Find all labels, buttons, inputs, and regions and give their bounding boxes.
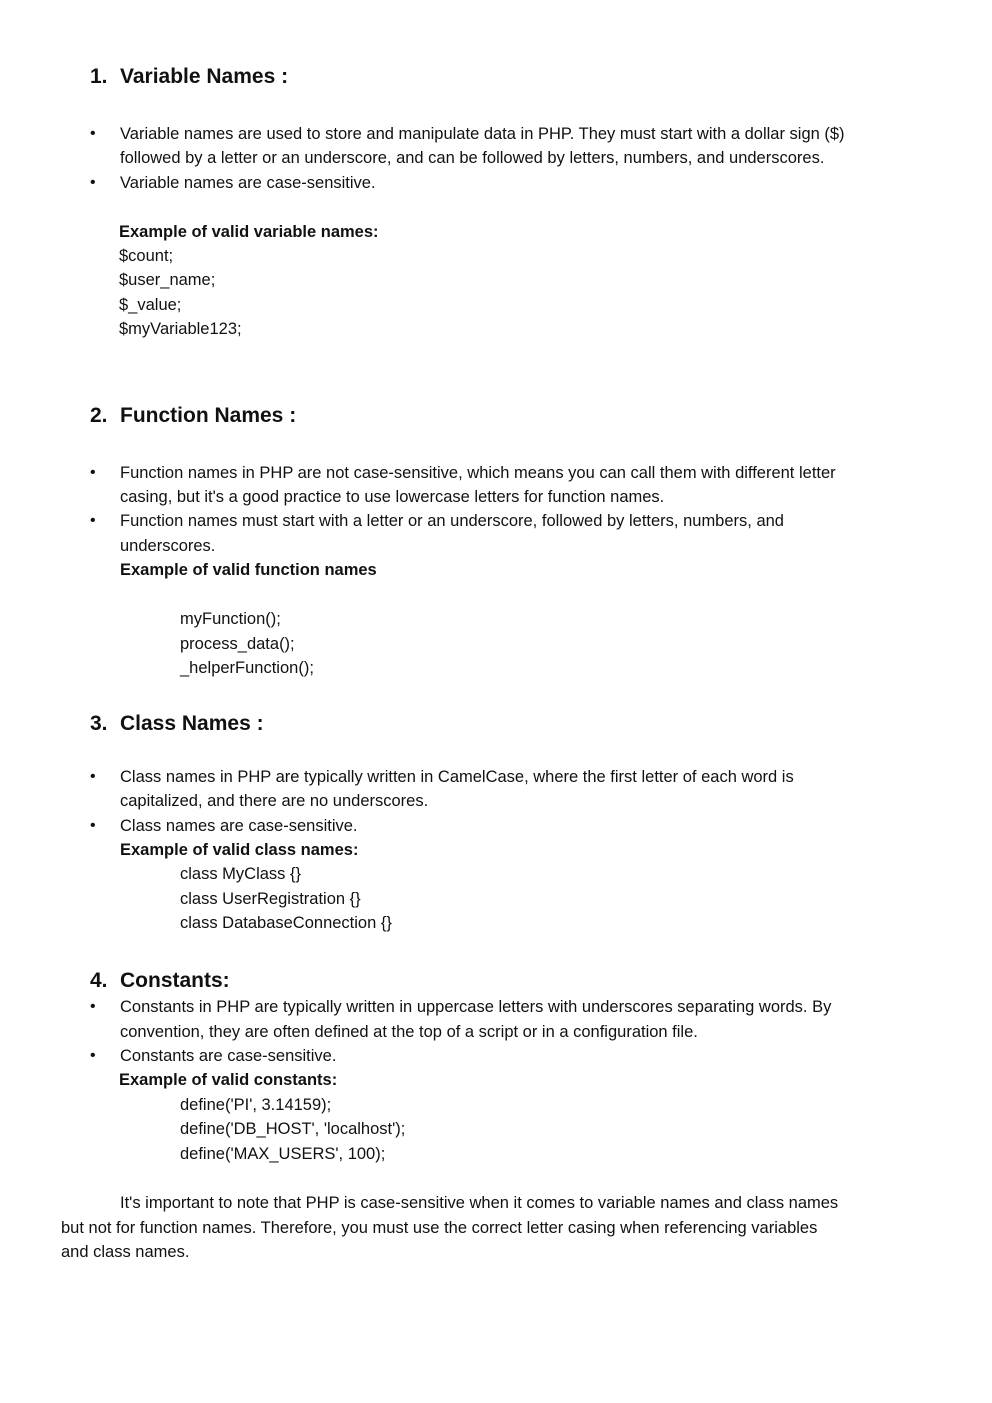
code-example: $count; (119, 247, 174, 265)
code-example: define('MAX_USERS', 100); (180, 1145, 386, 1163)
bullet-text: Constants in PHP are typically written in uppercase letters with underscores separating words. By (120, 998, 832, 1016)
example-heading: Example of valid function names (120, 561, 377, 579)
code-example: $myVariable123; (119, 320, 242, 338)
code-example: $user_name; (119, 271, 216, 289)
bullet-text: Function names in PHP are not case-sensitive, which means you can call them with different letter (120, 464, 836, 482)
bullet-dot: • (90, 125, 96, 142)
bullet-text: Variable names are used to store and manipulate data in PHP. They must start with a dollar sign ($) (120, 125, 845, 143)
closing-note-line: It's important to note that PHP is case-sensitive when it comes to variable names and class names (120, 1194, 839, 1212)
code-example: _helperFunction(); (180, 659, 314, 677)
bullet-dot: • (90, 512, 96, 529)
bullet-text-continued: followed by a letter or an underscore, and can be followed by letters, numbers, and underscores. (120, 149, 825, 167)
bullet-text-continued: capitalized, and there are no underscores. (120, 792, 429, 810)
bullet-text-continued: convention, they are often defined at the top of a script or in a configuration file. (120, 1023, 698, 1041)
bullet-text: Function names must start with a letter or an underscore, followed by letters, numbers, and (120, 512, 784, 530)
bullet-dot: • (90, 768, 96, 785)
code-example: process_data(); (180, 635, 295, 653)
section-heading-class-names: 3. Class Names : (90, 712, 264, 735)
code-example: class UserRegistration {} (180, 890, 361, 908)
section-heading-variable-names: 1. Variable Names : (90, 65, 289, 88)
bullet-text: Variable names are case-sensitive. (120, 174, 376, 192)
closing-note-line: but not for function names. Therefore, you must use the correct letter casing when referencing variables (61, 1219, 818, 1237)
code-example: define('PI', 3.14159); (180, 1096, 332, 1114)
example-heading: Example of valid constants: (119, 1071, 338, 1089)
example-heading: Example of valid class names: (120, 841, 359, 859)
bullet-dot: • (90, 174, 96, 191)
bullet-text-continued: underscores. (120, 537, 216, 555)
code-example: $_value; (119, 296, 182, 314)
code-example: class MyClass {} (180, 865, 302, 883)
bullet-text: Constants are case-sensitive. (120, 1047, 337, 1065)
bullet-dot: • (90, 1047, 96, 1064)
bullet-text: Class names are case-sensitive. (120, 817, 358, 835)
bullet-text: Class names in PHP are typically written in CamelCase, where the first letter of each word is (120, 768, 794, 786)
bullet-text-continued: casing, but it's a good practice to use lowercase letters for function names. (120, 488, 665, 506)
example-heading: Example of valid variable names: (119, 223, 379, 241)
bullet-dot: • (90, 998, 96, 1015)
section-heading-constants: 4. Constants: (90, 969, 230, 992)
code-example: define('DB_HOST', 'localhost'); (180, 1120, 406, 1138)
code-example: class DatabaseConnection {} (180, 914, 392, 932)
bullet-dot: • (90, 817, 96, 834)
section-heading-function-names: 2. Function Names : (90, 404, 297, 427)
code-example: myFunction(); (180, 610, 281, 628)
closing-note-line: and class names. (61, 1243, 190, 1261)
bullet-dot: • (90, 464, 96, 481)
